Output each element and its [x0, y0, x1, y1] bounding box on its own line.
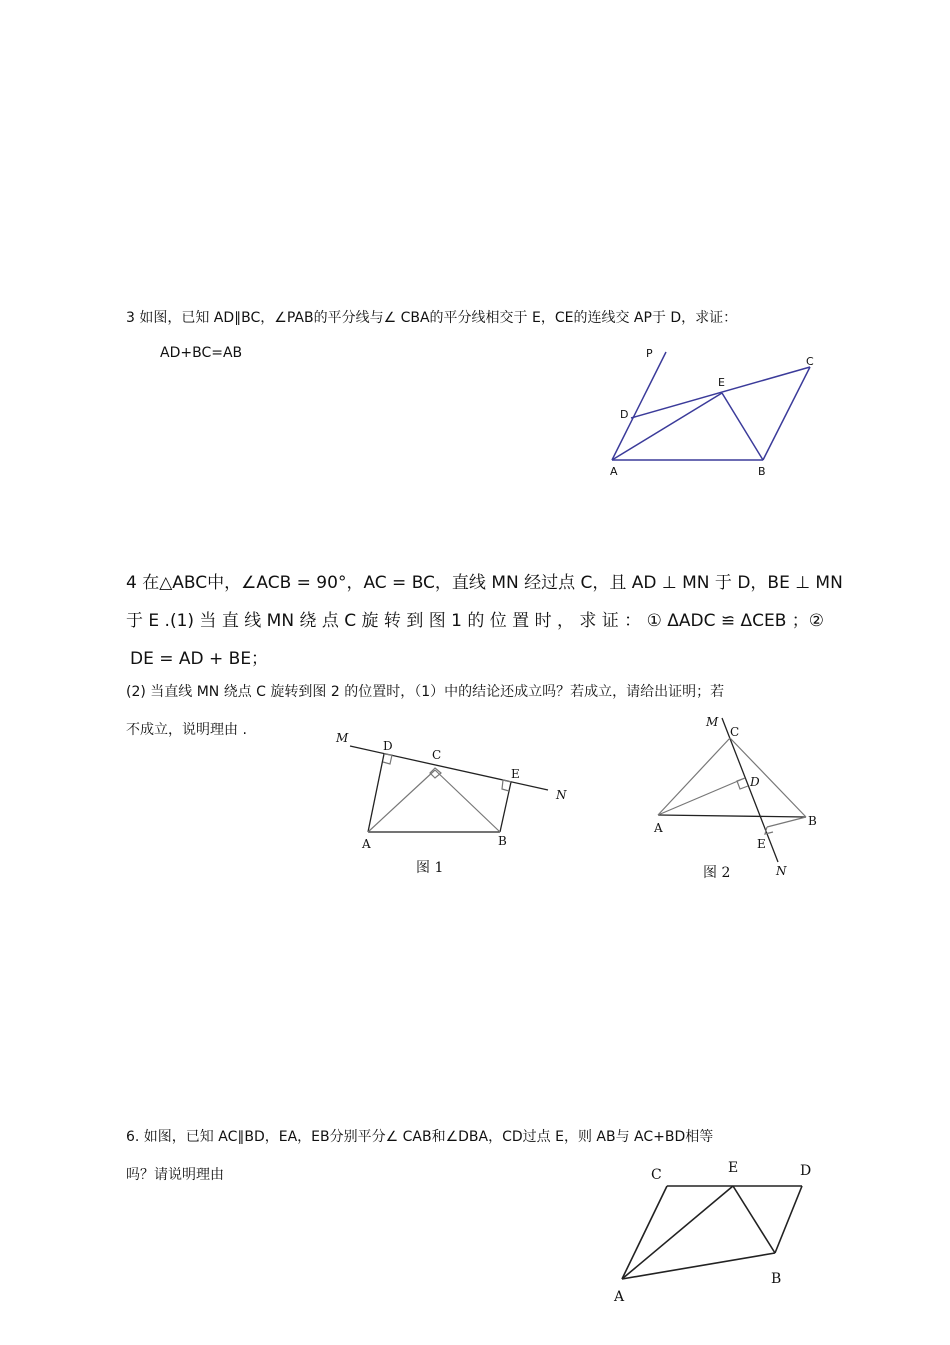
problem4-statement-line3: DE = AD + BE；: [130, 649, 269, 669]
problem6-statement: 6. 如图，已知 AC∥BD，EA，EB分别平分∠ CAB和∠DBA，CD过点 E，则 AB与 AC+BD相等: [126, 1129, 714, 1145]
fig6-label-a: A: [614, 1289, 625, 1305]
fig1-caption: 图 1: [416, 860, 444, 876]
problem4-statement-line2: 于 E .(1) 当 直 线 MN 绕 点 C 旋 转 到 图 1 的 位 置 时 ， 求 证 ： ① ΔADC ≌ ΔCEB ；②: [126, 611, 825, 631]
fig6-label-c: C: [651, 1167, 662, 1183]
label-d: D: [620, 408, 629, 421]
problem3-statement: 3 如图，已知 AD∥BC，∠PAB的平分线与∠ CBA的平分线相交于 E，CE的连线交 AP于 D，求证：: [126, 310, 738, 326]
label-a: A: [610, 465, 618, 478]
fig2-label-e: E: [757, 837, 766, 851]
fig6-label-e: E: [728, 1160, 739, 1176]
fig2-label-n: N: [776, 864, 787, 878]
problem4-statement-line5: 不成立，说明理由 .: [126, 722, 247, 738]
fig1-label-e: E: [511, 767, 520, 781]
fig1-label-b: B: [498, 834, 507, 848]
label-e: E: [718, 376, 725, 389]
label-b: B: [758, 465, 766, 478]
fig1-label-d: D: [383, 739, 393, 753]
problem3-claim: AD+BC=AB: [160, 345, 243, 361]
fig2-label-c: C: [730, 725, 740, 739]
problem6-statement-line2: 吗？请说明理由: [126, 1167, 224, 1183]
fig1-label-a: A: [362, 837, 371, 851]
fig2-label-d: D: [750, 775, 760, 789]
problem4-statement-line1: 4 在△ABC中，∠ACB = 90°，AC = BC，直线 MN 经过点 C，且 AD ⊥ MN 于 D，BE ⊥ MN: [126, 573, 843, 593]
fig2-label-b: B: [808, 814, 817, 828]
fig2-label-a: A: [654, 821, 663, 835]
fig1-label-c: C: [432, 748, 442, 762]
problem4-statement-line4: (2) 当直线 MN 绕点 C 旋转到图 2 的位置时，（1）中的结论还成立吗？若成立，请给出证明；若: [126, 684, 725, 700]
fig6-label-d: D: [800, 1163, 812, 1179]
fig6-label-b: B: [771, 1271, 782, 1287]
label-p: P: [646, 347, 653, 360]
fig1-label-m: M: [336, 731, 349, 745]
fig2-label-m: M: [706, 715, 719, 729]
fig2-caption: 图 2: [703, 865, 731, 881]
label-c: C: [806, 355, 814, 368]
fig1-label-n: N: [556, 788, 567, 802]
